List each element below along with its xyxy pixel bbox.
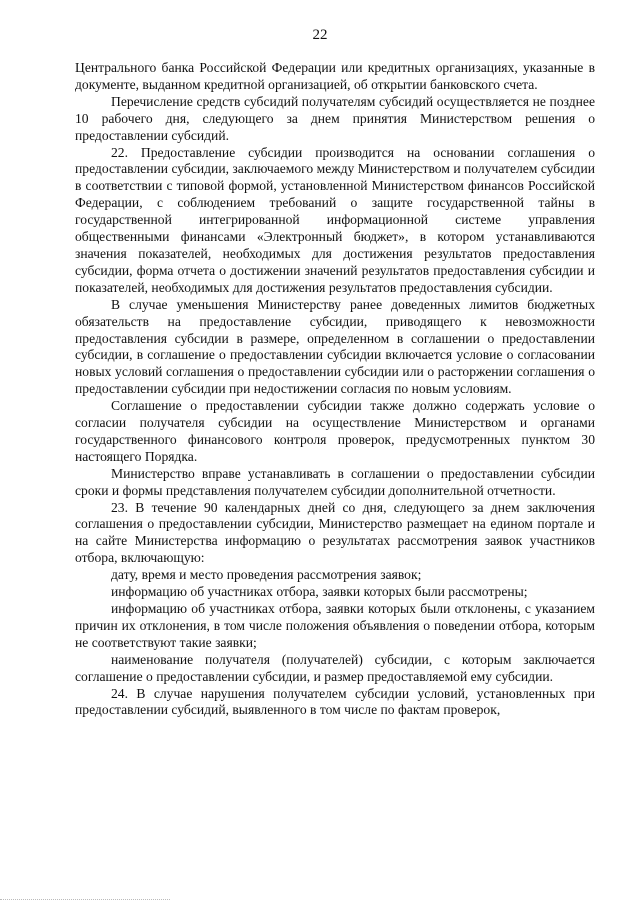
list-item-recipient-name: наименование получателя (получателей) субсидии, с которым заключается соглашение о предоставлении субсидии, и размер предоставляемой ему субсидии. [75, 651, 595, 684]
paragraph-additional-reporting: Министерство вправе устанавливать в соглашении о предоставлении субсидии сроки и формы представления получателем субсидии дополнительной отчетности. [75, 465, 595, 498]
paragraph-consent-to-audit: Соглашение о предоставлении субсидии также должно содержать условие о согласии получателя субсидии на осуществление Министерством и органами государственного финансового контроля проверок, предусмотренных пунктом 30 настоящего Порядка. [75, 398, 595, 464]
paragraph-continuation: Центрального банка Российской Федерации или кредитных организациях, указанные в документе, выданном кредитной организацией, об открытии банковского счета. [75, 60, 595, 92]
list-item-date-time-place: дату, время и место проведения рассмотрения заявок; [111, 567, 422, 583]
paragraph-clause-23: 23. В течение 90 календарных дней со дня, следующего за днем заключения соглашения о предоставлении субсидии, Министерство размещает на едином портале и на сайте Министерства информацию о результатах рассмотрения заявок участников отбора, включающую: [75, 499, 595, 566]
paragraph-clause-24: 24. В случае нарушения получателем субсидии условий, установленных при предоставлении субсидий, выявленного в том числе по фактам проверок, [75, 685, 595, 718]
paragraph-limits-reduction: В случае уменьшения Министерству ранее доведенных лимитов бюджетных обязательств на предоставление субсидии, приводящего к невозможности предоставления субсидии в размере, определенном в соглашении о предоставлении субсидии, в соглашение о предоставлении субсидии включается условие о согласовании новых условий соглашения о предоставлении субсидии или о расторжении соглашения о предоставлении субсидии при недостижении согласия по новым условиям. [75, 296, 595, 397]
scan-bottom-artifact [0, 899, 170, 900]
page-number: 22 [312, 27, 328, 43]
list-item-reviewed-applicants: информацию об участниках отбора, заявки которых были рассмотрены; [111, 584, 528, 600]
paragraph-transfer-of-funds: Перечисление средств субсидий получателям субсидий осуществляется не позднее 10 рабочего дня, следующего за днем принятия Министерством решения о предоставлении субсидий. [75, 93, 595, 143]
paragraph-clause-22: 22. Предоставление субсидии производится на основании соглашения о предоставлении субсидии, заключаемого между Министерством и получателем субсидии в соответствии с типовой формой, установленной Министерством финансов Российской Федерации, с соблюдением требований о защите государственной тайны в государственной интегрированной информационной системе управления общественными финансами «Электронный бюджет», в котором устанавливаются значения показателей, необходимых для достижения результатов предоставления субсидии, форма отчета о достижении значений результатов предоставления субсидии и показателей, необходимых для достижения результатов предоставления субсидии. [75, 144, 595, 295]
list-item-rejected-applicants: информацию об участниках отбора, заявки которых были отклонены, с указанием причин их отклонения, в том числе положения объявления о поведении отбора, которым не соответствуют такие заявки; [75, 601, 595, 650]
document-body [75, 60, 595, 719]
